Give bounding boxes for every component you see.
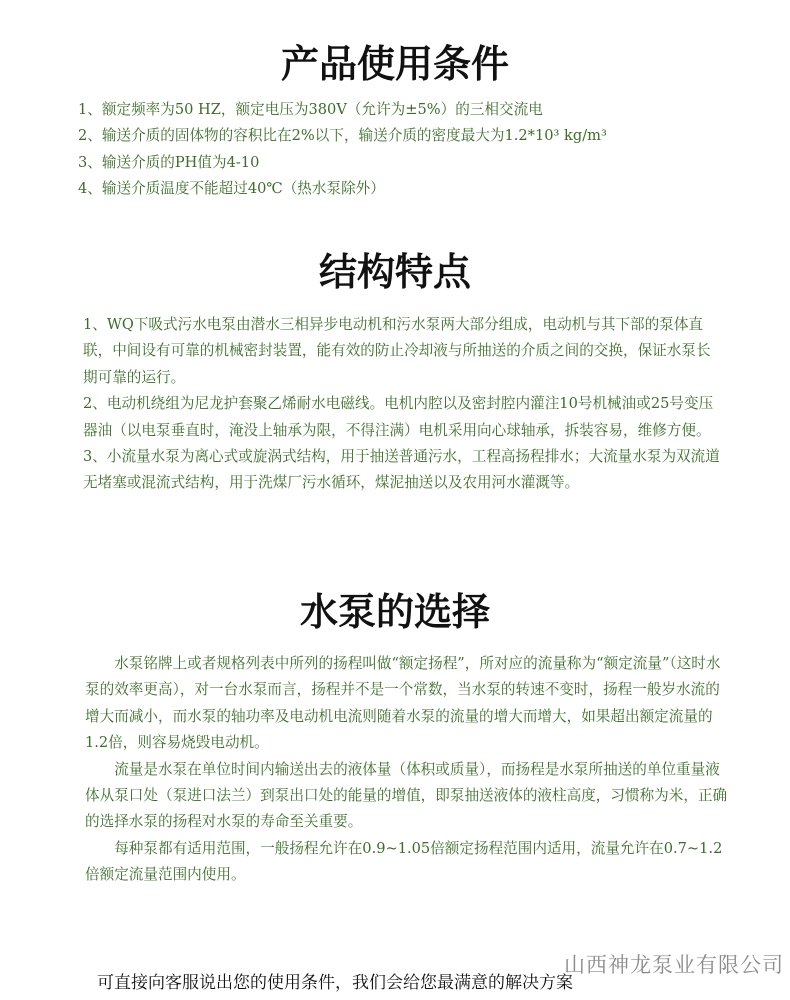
selection-paragraph: 水泵铭牌上或者规格列表中所列的扬程叫做“额定扬程”，所对应的流量称为“额定流量”（这时水泵的效率更高），对一台水泵而言，扬程并不是一个常数，当水泵的转速不变时，扬程一般岁水流的增大而减小，而水泵的轴功率及电动机电流则随着水泵的流量的增大而增大，如果超出额定流量的1.2倍，则容易烧毁电动机。 — [85, 655, 721, 752]
conditions-title: 产品使用条件 — [280, 42, 509, 86]
structure-list — [83, 312, 723, 497]
selection-paragraph: 流量是水泵在单位时间内输送出去的液体量（体积或质量），而扬程是水泵所抽送的单位重量液体从泵口处（泵进口法兰）到泵出口处的能量的增值，即泵抽送液体的液柱高度，习惯称为米，正确的选择水泵的扬程对水泵的寿命至关重要。 — [85, 760, 728, 831]
footer-note: 可直接向客服说出您的使用条件，我们会给您最满意的解决方案 — [97, 973, 573, 993]
structure-item: 3、小流量水泵为离心式或旋涡式结构，用于抽送普通污水，工程高扬程排水；大流量水泵为双流道无堵塞或混流式结构，用于洗煤厂污水循环，煤泥抽送以及农用河水灌溉等。 — [83, 448, 720, 492]
conditions-item: 3、输送介质的PH值为4-10 — [78, 153, 260, 171]
structure-title: 结构特点 — [318, 250, 471, 294]
selection-text — [85, 651, 729, 889]
conditions-item: 1、额定频率为50 HZ，额定电压为380V（允许为±5%）的三相交流电 — [78, 101, 543, 118]
company-watermark: 山西神龙泵业有限公司 — [564, 953, 784, 977]
structure-item: 2、电动机绕组为尼龙护套聚乙烯耐水电磁线。电机内腔以及密封腔内灌注10号机械油或25号变压器油（以电泵垂直时，淹没上轴承为限，不得注满）电机采用向心球轴承，拆装容易，维修方便。 — [83, 395, 714, 439]
conditions-item: 2、输送介质的固体物的容积比在2%以下，输送介质的密度最大为1.2*10³ kg/m³ — [78, 127, 607, 145]
conditions-item: 4、输送介质温度不能超过40℃（热水泵除外） — [78, 180, 385, 198]
conditions-list — [78, 97, 758, 203]
structure-item: 1、WQ下吸式污水电泵由潜水三相异步电动机和污水泵两大部分组成，电动机与其下部的泵体直联，中间设有可靠的机械密封装置，能有效的防止冷却液与所抽送的介质之间的交换，保证水泵长期可靠的运行。 — [83, 316, 711, 386]
selection-paragraph: 每种泵都有适用范围，一般扬程允许在0.9~1.05倍额定扬程范围内适用，流量允许在0.7~1.2倍额定流量范围内使用。 — [85, 839, 723, 884]
selection-title: 水泵的选择 — [299, 590, 490, 634]
